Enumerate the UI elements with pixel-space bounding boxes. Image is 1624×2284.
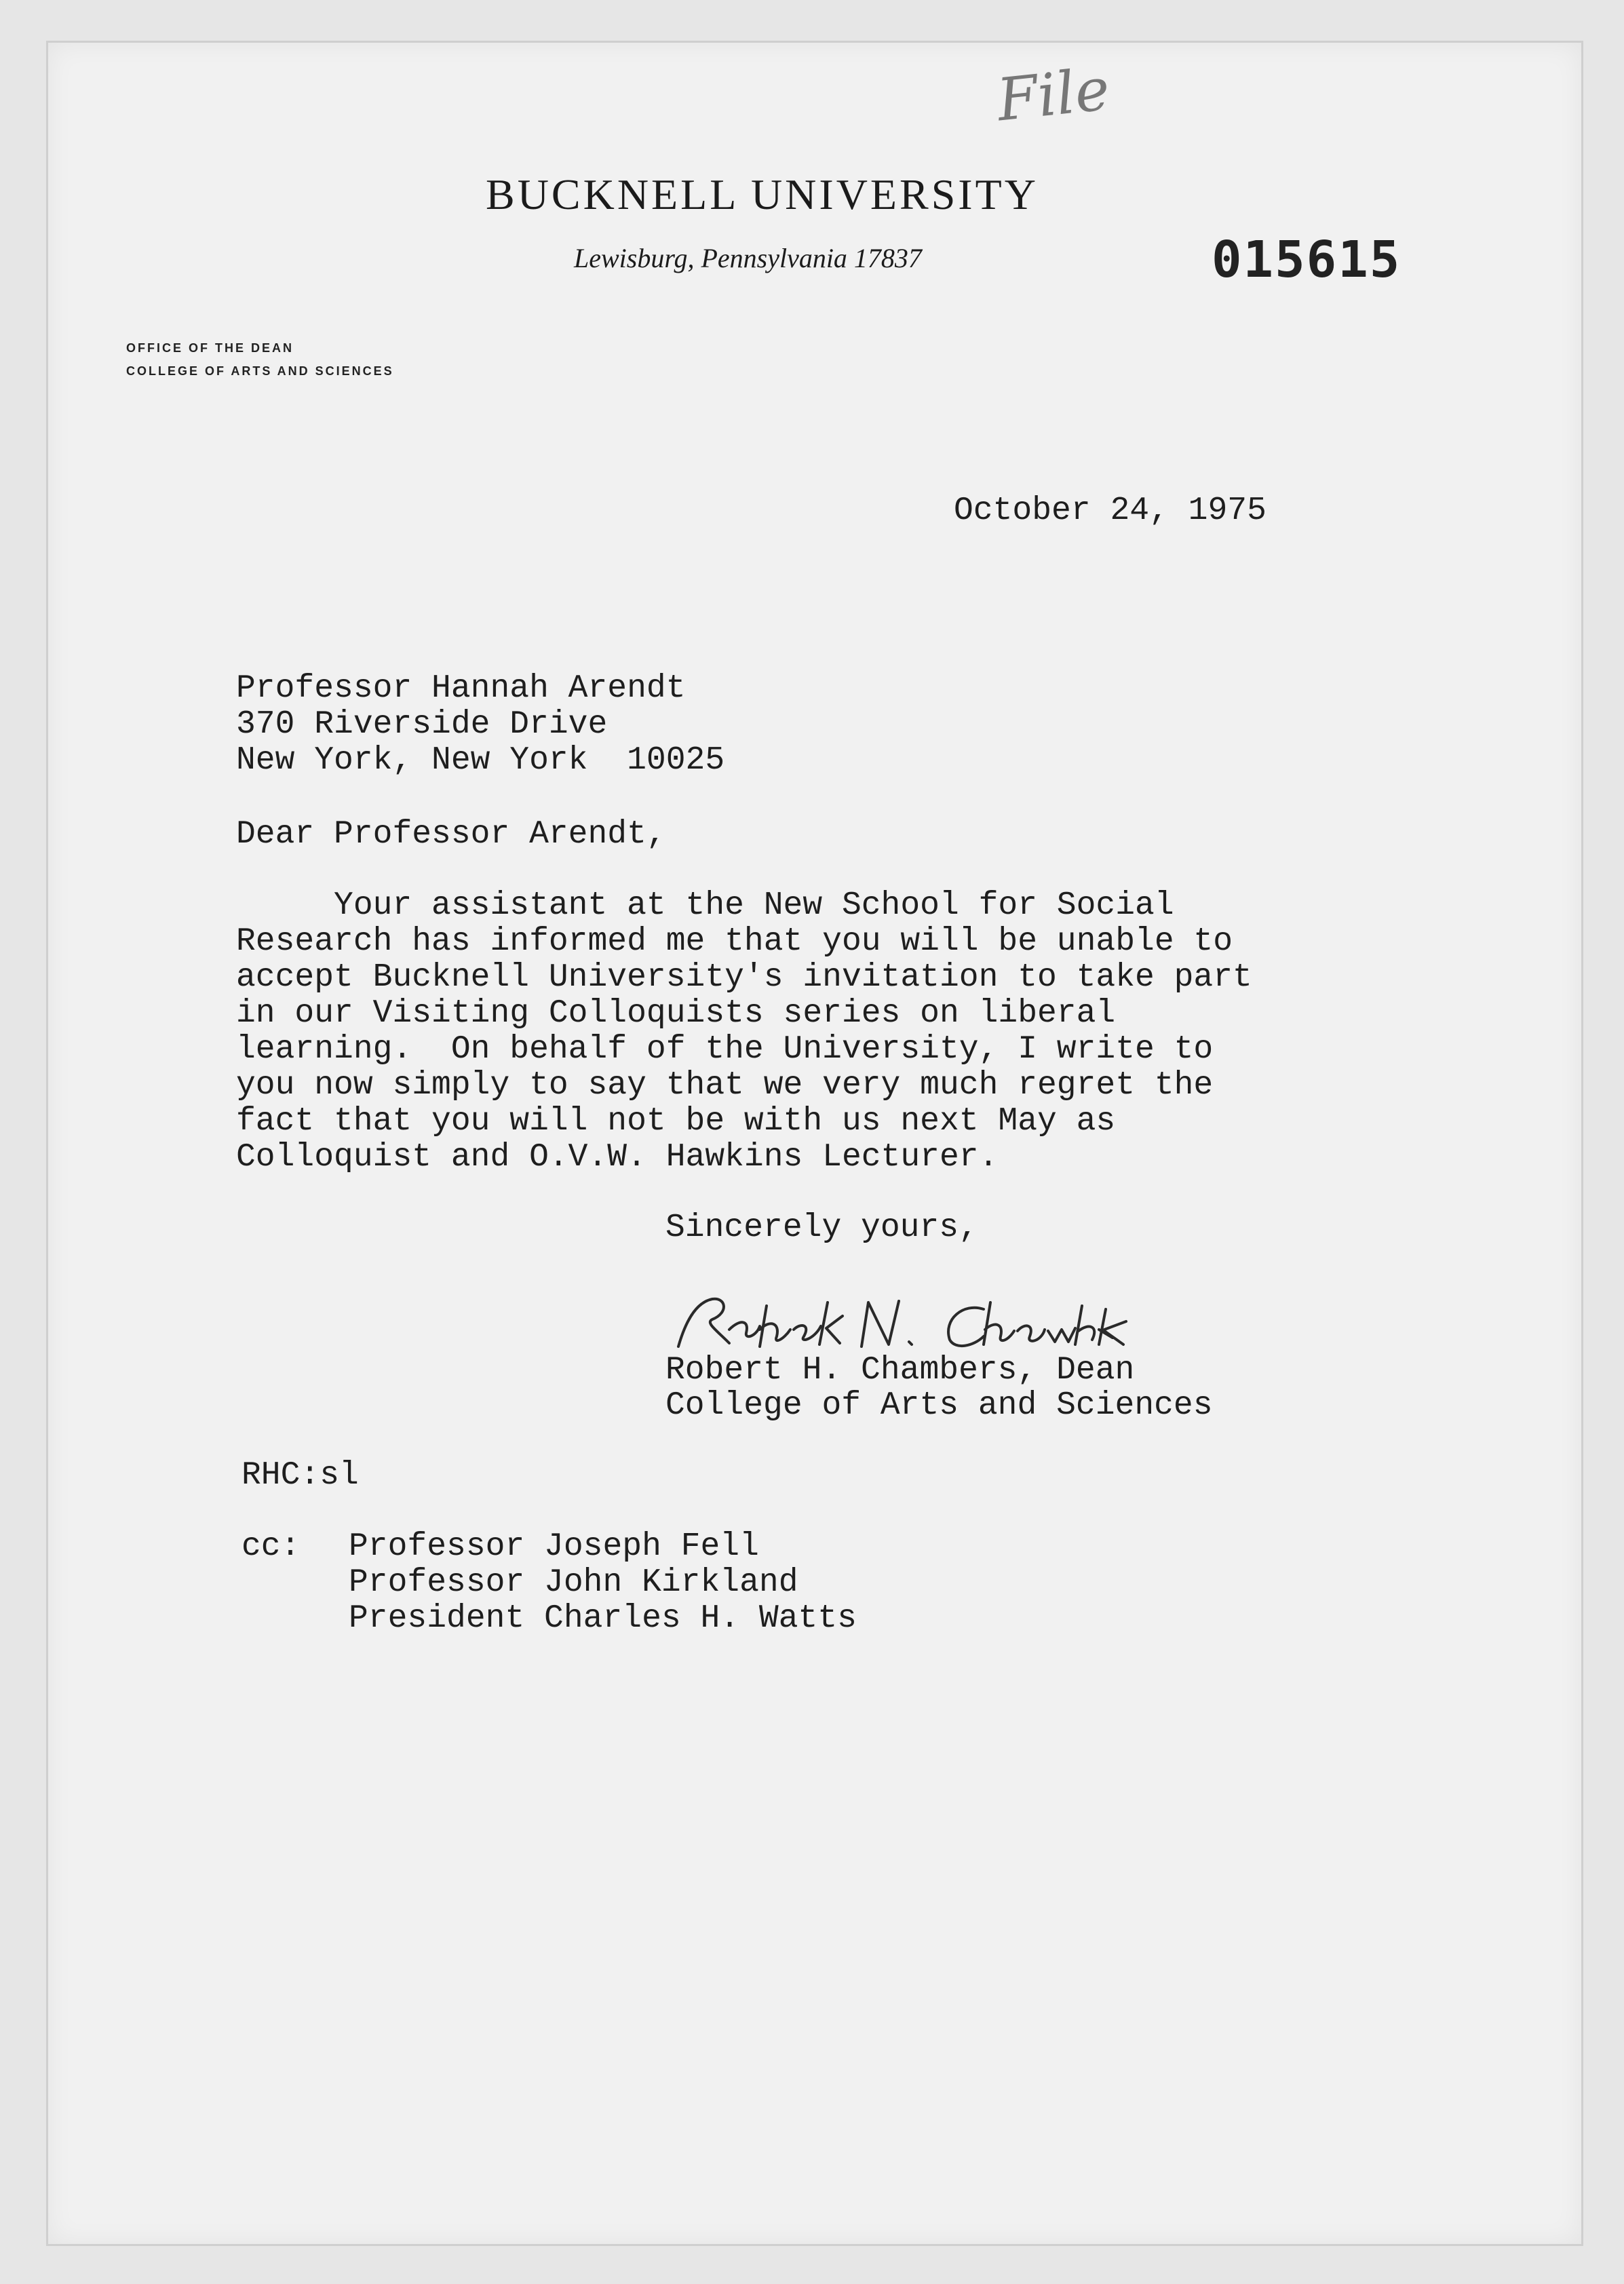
body-line: Colloquist and O.V.W. Hawkins Lecturer. [236, 1139, 999, 1176]
letterhead-college-line: COLLEGE OF ARTS AND SCIENCES [126, 364, 394, 378]
signer-department: College of Arts and Sciences [665, 1387, 1213, 1424]
letterhead-office-line: OFFICE OF THE DEAN [126, 341, 294, 355]
signer-name-title: Robert H. Chambers, Dean [665, 1352, 1135, 1389]
letter-date: October 24, 1975 [954, 492, 1267, 529]
recipient-name: Professor Hannah Arendt [236, 670, 686, 707]
body-line: accept Bucknell University's invitation to take part [236, 959, 1252, 996]
recipient-city: New York, New York 10025 [236, 742, 725, 779]
recipient-street: 370 Riverside Drive [236, 706, 608, 743]
body-line: you now simply to say that we very much regret the [236, 1067, 1214, 1104]
body-line: fact that you will not be with us next May as [236, 1103, 1116, 1140]
handwritten-file-note: File [994, 55, 1113, 135]
reference-initials: RHC:sl [241, 1457, 359, 1494]
document-number-stamp: 015615 [1212, 231, 1401, 289]
letterhead-university-name: BUCKNELL UNIVERSITY [486, 170, 1039, 218]
cc-recipient: Professor Joseph Fell [349, 1528, 759, 1565]
body-line: Research has informed me that you will be unable to [236, 923, 1233, 960]
body-line: learning. On behalf of the University, I write to [236, 1031, 1214, 1068]
closing: Sincerely yours, [665, 1209, 978, 1246]
body-line: Your assistant at the New School for Social [236, 887, 1174, 924]
cc-label: cc: [241, 1528, 301, 1565]
salutation: Dear Professor Arendt, [236, 816, 666, 853]
handwritten-signature [665, 1282, 1140, 1363]
letterhead-address: Lewisburg, Pennsylvania 17837 [574, 243, 922, 273]
cc-recipient: Professor John Kirkland [349, 1564, 798, 1601]
cc-recipient: President Charles H. Watts [349, 1600, 857, 1637]
body-line: in our Visiting Colloquists series on liberal [236, 995, 1116, 1032]
